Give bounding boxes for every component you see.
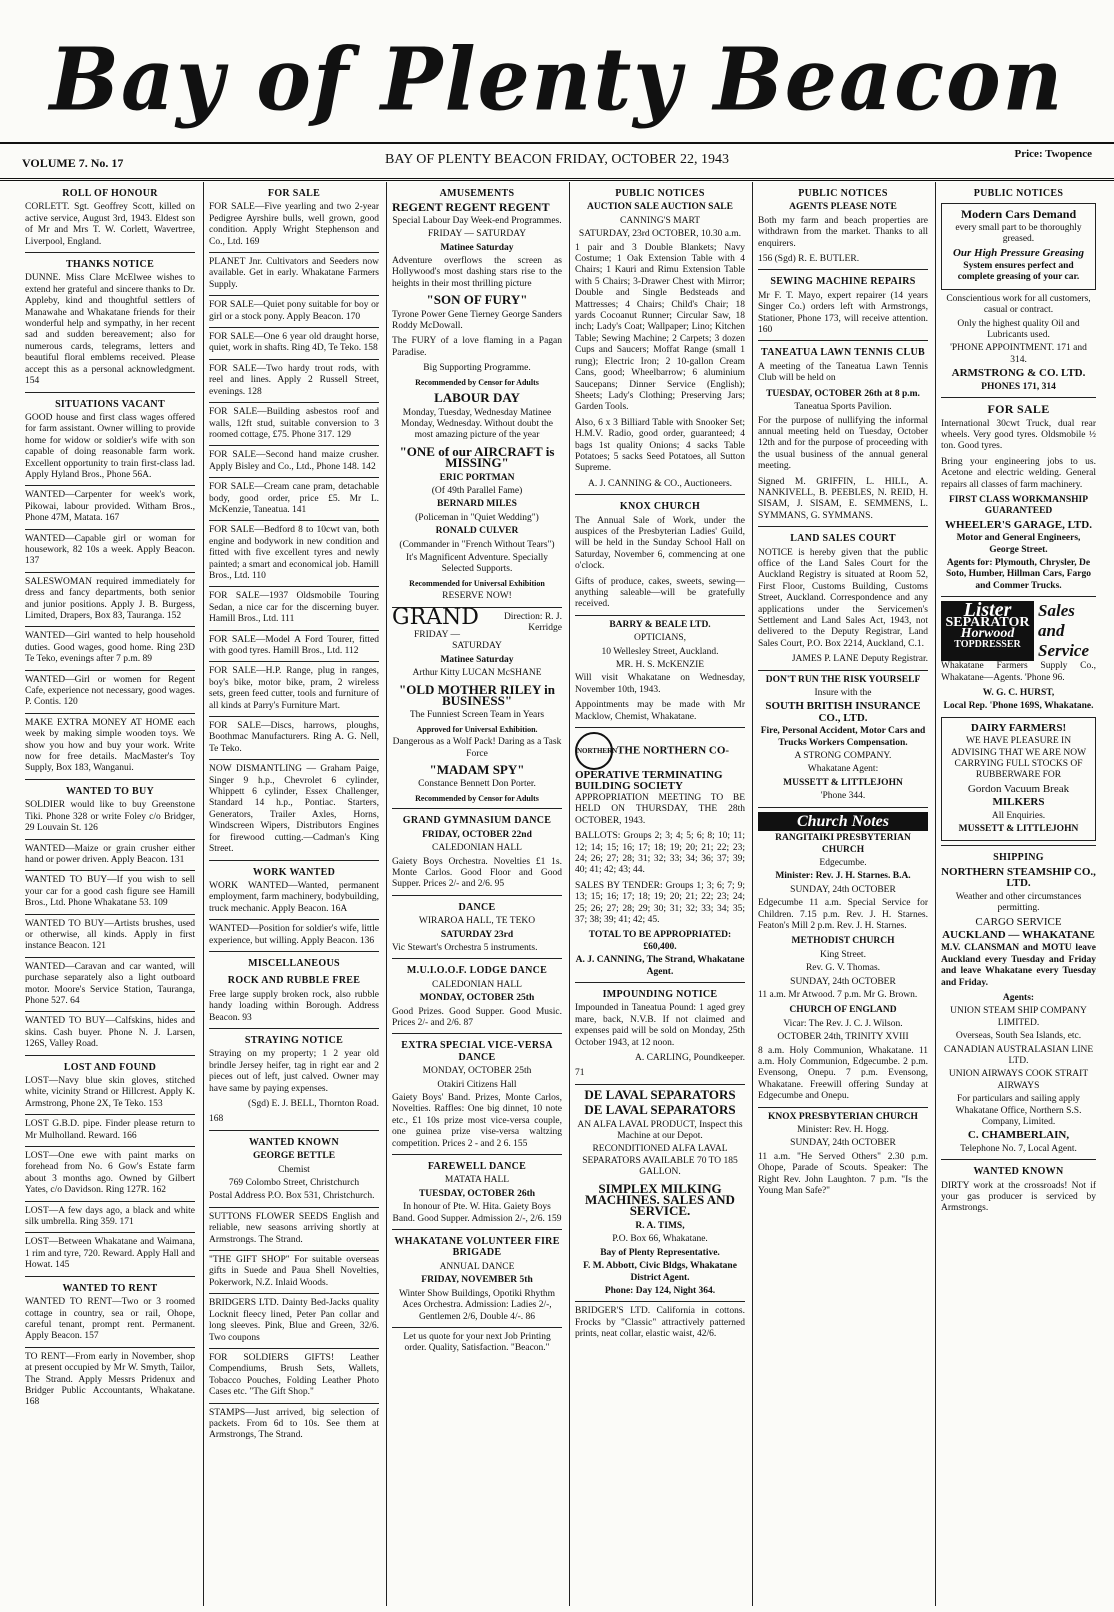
sale-text: International 30cwt Truck, dual rear wheels. Very good tyres. Oldsmobile ½ ton. Good tyres.: [941, 418, 1096, 452]
land-text: NOTICE is hereby given that the public office of the Land Sales Court for the Auckland Registry is situated at Room 52, First Floor, Customs Building, Customs Street, Auckland. Correspondence and any applications under the Servicemen's Settlement and Land Sales Act, 1943, not delivered to the Deputy Registrar, Land Sales Court, P.O. Box 2214, Auckland, C.1.: [758, 547, 928, 649]
agent-label: Whakatane Agent:: [807, 764, 879, 775]
optician-text: Appointments may be made with Mr Macklow, Chemist, Whakatane.: [575, 700, 745, 722]
armstrong-phones: PHONES 171, 314: [981, 381, 1056, 392]
route: AUCKLAND — WHAKATANE: [942, 928, 1095, 941]
film-title: "OLD MOTHER RILEY in BUSINESS": [399, 681, 555, 709]
ad: WANTED—Position for soldier's wife, little experience, but willing. Apply Beacon. 136: [209, 924, 379, 946]
ad: FOR SALE—1937 Oldsmobile Touring Sedan, a nice car for the discerning buyer. Hamill Bros., Ltd. 111: [209, 591, 379, 625]
dance-heading: GRAND GYMNASIUM DANCE: [402, 815, 552, 827]
chamberlain-text: Telephone No. 7, Local Agent.: [960, 1143, 1077, 1154]
ad: PLANET Jnr. Cultivators and Seeders now available. Get in early. Whakatane Farmers Supply.: [209, 257, 379, 290]
ad: WANTED TO BUY—Calfskins, hides and skins. Cash buyer. Phone N. J. Larsen, 126S, Valley Road.: [25, 1016, 195, 1050]
ad: WANTED TO BUY—Artists brushes, used or otherwise, all kinds. Apply in first instance Beacon. 121: [25, 918, 195, 952]
columns: [20, 182, 1100, 1606]
ad: FOR SOLDIERS GIFTS! Leather Compendiums, Brush Sets, Wallets, Tobacco Pouches, Folding Leather Photo Cases etc. "The Gift Shop.": [209, 1352, 379, 1398]
agents-signature: 156 (Sgd) R. E. BUTLER.: [758, 254, 860, 265]
laval-recon: RECONDITIONED ALFA LAVAL SEPARATORS AVAILABLE 70 TO 185 GALLON.: [582, 1144, 738, 1178]
film-cast: Constance Bennett Don Porter.: [418, 779, 536, 790]
dance-text: Good Prizes. Good Supper. Good Music. Prices 2/- and 2/6. 87: [392, 1006, 562, 1028]
ballots: BALLOTS: Groups 2; 3; 4; 5; 6; 8; 10; 11; 12; 14; 15; 16; 17; 18; 19; 20; 21; 22; 23; 24; 26; 27; 28; 31; 32; 33; 34; 36; 37; 39; 40; 41; 42; 43; 44.: [575, 831, 745, 876]
impounding-signature: A. CARLING, Poundkeeper.: [634, 1053, 745, 1063]
amusements-heading: AMUSEMENTS: [439, 188, 515, 199]
church-name: CHURCH OF ENGLAND: [789, 1005, 897, 1016]
ad: FOR SALE—Model A Ford Tourer, fitted with good tyres. Hamill Bros., Ltd. 112: [209, 634, 379, 656]
sales-service: Sales and Service: [1038, 601, 1090, 661]
censor-note: Recommended by Censor for Adults: [415, 793, 539, 803]
dance-venue: WIRAROA HALL, TE TEKO: [418, 916, 536, 927]
wanted-known-heading: WANTED KNOWN: [249, 1136, 339, 1148]
film-blurb: The FURY of a love flaming in a Pagan Paradise.: [392, 336, 562, 358]
church-minister: Vicar: The Rev. J. C. J. Wilson.: [783, 1018, 903, 1029]
church-name: METHODIST CHURCH: [791, 936, 895, 947]
ad: SALESWOMAN required immediately for dress and fancy departments, both senior and junior positions. Apply J. B. Burgess, Limited, Drapers, Box 83, Tauranga. 152: [25, 576, 195, 621]
church-services: 11 a.m. "He Served Others" 2.30 p.m. Ohope, Parade of Scouts. Speaker: The Right Rev. John Laughton. 7 p.m. "Is the Young Man Safe?": [758, 1151, 928, 1197]
dance-date: FRIDAY, OCTOBER 22nd: [422, 829, 532, 840]
mart-name: CANNING'S MART: [619, 215, 701, 226]
agents-heading: AGENTS PLEASE NOTE: [789, 202, 897, 213]
column-5: [752, 182, 933, 1606]
bridgers-ad: BRIDGER'S LTD. California in cottons. Frocks by "Classic" attractively patterned prints, neat collar, elastic waist, 42/6.: [575, 1306, 745, 1340]
optician-label: OPTICIANS,: [634, 633, 686, 644]
dairy-text: WE HAVE PLEASURE IN ADVISING THAT WE ARE NOW CARRYING FULL STOCKS OF RUBBERWARE FOR: [950, 736, 1087, 781]
ad: WANTED—Maize or grain crusher either hand or power driven. Apply Beacon. 131: [25, 843, 195, 865]
ad: WANTED—Girl or women for Regent Cafe, experience not necessary, good wages. P. Contis. 120: [25, 674, 195, 708]
greasing-ad: [941, 203, 1096, 289]
ad: FOR SALE—One 6 year old draught horse, quiet, work in shafts. Ring 4D, Te Teko. 158: [209, 332, 379, 354]
ad: WANTED—Capable girl or woman for housework, 82 10s a week. Apply Beacon. 137: [25, 533, 195, 567]
dateline-bar: [0, 142, 1114, 181]
ad: LOST—A few days ago, a black and white silk umbrella. Ring 359. 171: [25, 1205, 195, 1228]
total: TOTAL TO BE APPROPRIATED: £60,400.: [588, 930, 732, 952]
dance-text: Gaiety Boys' Band. Prizes, Monte Carlos, Novelties. Raffles: One big dinnet, 10 note etc., £1 10s prize most vice-versa couple, one guinea prize vise-versa waltzing competition. Prices 2 - and 2 6. 155: [392, 1093, 562, 1149]
censor-note: Recommended for Universal Exhibition: [409, 578, 545, 588]
actor: ERIC PORTMAN: [439, 472, 515, 483]
sewing-text: Mr F. T. Mayo, expert repairer (14 years Singer Co.) orders left with Armstrongs, Stationer, Phone 173, will receive attention. 160: [758, 290, 928, 336]
optician-text: Will visit Whakatane on Wednesday, November 10th, 1943.: [575, 673, 745, 695]
show-days: FRIDAY — SATURDAY: [413, 630, 502, 652]
chemist-name: GEORGE BETTLE: [252, 1151, 336, 1162]
shipping-heading: SHIPPING: [993, 852, 1044, 864]
garage-subtitle: Motor and General Engineers, George Street.: [956, 533, 1081, 555]
dance-text: In honour of Pte. W. Hita. Gaiety Boys Band. Good Supper. Admission 2/-, 2/6. 159: [392, 1202, 562, 1224]
dance-heading: M.U.I.O.O.F. LODGE DANCE: [406, 965, 548, 977]
insurance-company: SOUTH BRITISH INSURANCE CO., LTD.: [765, 700, 921, 724]
agent-company: CANADIAN AUSTRALASIAN LINE LTD.: [943, 1044, 1094, 1066]
agents-text: Both my farm and beach properties are withdrawn from the market. Thanks to all enquirers.: [758, 215, 928, 249]
actor: BERNARD MILES: [437, 499, 517, 510]
dairy-agent: MUSSETT & LITTLEJOHN: [958, 824, 1079, 835]
printing-ad: Let us quote for your next Job Printing order. Quality, Satisfaction. "Beacon.": [403, 1331, 551, 1354]
dance-venue: CALEDONIAN HALL: [432, 979, 522, 990]
separator-label: SEPARATOR: [945, 614, 1030, 630]
church-date: SUNDAY, 24th OCTOBER: [790, 976, 896, 987]
mart-items: 1 pair and 3 Double Blankets; Navy Costume; 1 Oak Extension Table with 4 Chairs; 1 Kauri and Rimu Extension Table with 5 Chairs; 3-Drawer Chest with Mirror; Double and Single Bedsteads and Mattresses; 4 Chairs; Child's Chair; 18 yards Cocoanut Runner; Circular Saw, 18 inch; Lady's Coat; Wallpaper; Lino; Kitchen Table; Sewing Machine; 2 Carpets; 3 dozen Cups and Saucers; Moffat Range (small 1 rung); Electric Iron; 2 10-gallon Cream Cans, good; Wheelbarrow; 6 aluminium Saucepans; Dinner Service (English); Sheets; Lady's Clothing; Preserving Jars; Garden Tools.: [575, 242, 745, 413]
ad: FOR SALE—Quiet pony suitable for boy or girl or a stock pony. Apply Beacon. 170: [209, 300, 379, 322]
ad: FOR SALE—Cream cane pram, detachable body, good order, price £5. Mr L. McKenzie, Taneatua. 141: [209, 482, 379, 515]
knox-text: Gifts of produce, cakes, sweets, sewing—anything saleable—will be gratefully received.: [575, 576, 745, 610]
airways: UNION AIRWAYS COOK STRAIT AIRWAYS: [948, 1069, 1089, 1091]
greasing-text: Conscientious work for all customers, casual or contract.: [946, 293, 1091, 316]
garage-name: WHEELER'S GARAGE, LTD.: [945, 518, 1092, 531]
straying-number: 168: [209, 1114, 224, 1125]
auction-heading: AUCTION SALE AUCTION SALE: [587, 202, 733, 213]
church-date: SUNDAY, 24th OCTOBER: [790, 884, 896, 895]
work-wanted-heading: WORK WANTED: [252, 866, 336, 878]
support: Big Supporting Programme.: [423, 363, 531, 374]
newspaper-title: Bay of Plenty Beacon: [49, 29, 1065, 131]
ad: FOR SALE—Two hardy trout rods, with reel and lines. Apply 2 Russell Street, evenings. 128: [209, 363, 379, 397]
land-signature: JAMES P. LANE Deputy Registrar.: [791, 654, 928, 665]
shipping-company: NORTHERN STEAMSHIP CO., LTD.: [941, 865, 1096, 890]
pressure-text: System ensures perfect and complete greasing of your car.: [957, 261, 1080, 283]
dance-date: MONDAY, OCTOBER 25th: [422, 1066, 532, 1077]
land-heading: LAND SALES COURT: [790, 533, 896, 545]
actor-role: (Policeman in "Quiet Wedding"): [415, 512, 539, 523]
censor-note: Approved for Universal Exhibition.: [416, 724, 538, 734]
ad: "THE GIFT SHOP" For suitable overseas gifts in Suede and Paua Shell Novelties, Pokerwork, N.Z. Inlaid Woods.: [209, 1255, 379, 1288]
mart-date: SATURDAY, 23rd OCTOBER, 10.30 a.m.: [578, 229, 742, 240]
wanted-rent-heading: WANTED TO RENT: [62, 1282, 158, 1294]
ad: WANTED TO RENT—Two or 3 roomed cottage in country, sea or rail, Ohope, careful tenant, prompt rent. Permanent. Apply Beacon. 157: [25, 1297, 195, 1342]
ad: SOLDIER would like to buy Greenstone Tiki. Phone 328 or write Foley c/o Bridger, 29 Louvain St. 126: [25, 800, 195, 834]
armstrong-name: ARMSTRONG & CO. LTD.: [951, 367, 1086, 380]
matinee: Matinee Saturday: [440, 654, 514, 665]
ad: NOW DISMANTLING — Graham Paige, Singer 9 h.p., Chevrolet 6 cylinder, Whippett 6 cylinder, Essex Challenger, Standard 14 h.p., Pontiac. Starters, Generators, Trailer Axles, Horns, Windscreen Wipers, Distributors Engines for firewood cutting.—Cadman's King Street.: [209, 764, 379, 855]
tims-rep: Bay of Plenty Representative.: [600, 1247, 720, 1258]
issue-date: BAY OF PLENTY BEACON FRIDAY, OCTOBER 22, 1943: [385, 152, 729, 167]
film-title: "ONE of our AIRCRAFT is MISSING": [399, 443, 555, 471]
ad: FOR SALE—Five yearling and two 2-year Pedigree Ayrshire bulls, well grown, good condition. Apply Wright Stephenson and Co., Ltd. 169: [209, 202, 379, 247]
grand-director: Direction: R. J. Kerridge: [503, 611, 562, 633]
church-services: Edgecumbe 11 a.m. Special Service for Children. 7.15 p.m. Rev. J. H. Starnes. Featon's Mill 2 p.m. Rev. J. H. Starnes.: [758, 898, 928, 931]
laval-heading: DE LAVAL SEPARATORS: [584, 1102, 736, 1118]
building-society-name: THE NORTHERN CO-OPERATIVE TERMINATING BUILDING SOCIETY: [575, 744, 730, 793]
impounding-heading: IMPOUNDING NOTICE: [602, 988, 718, 1000]
column-4: [569, 182, 750, 1606]
reserve: RESERVE NOW!: [442, 591, 512, 602]
chamberlain: C. CHAMBERLAIN,: [967, 1129, 1070, 1142]
chemist-postal: Postal Address P.O. Box 531, Christchurch.: [209, 1191, 375, 1202]
column-1: [20, 182, 200, 1606]
pressure-heading: Our High Pressure Greasing: [952, 246, 1085, 259]
ad: FOR SALE—Second hand maize crusher. Apply Bisley and Co., Ltd., Phone 148. 142: [209, 450, 379, 472]
dance-date: FRIDAY, NOVEMBER 5th: [421, 1275, 533, 1286]
column-3: [386, 182, 567, 1606]
church-services: 8 a.m. Holy Communion, Whakatane. 11 a.m. Holy Communion, Edgecumbe. 2 p.m. Evensong, Onepu. 7 p.m. Evensong, Whakatane. Freewill offering Sunday at Edgecumbe and Onepu.: [758, 1045, 928, 1102]
dance-heading: DANCE: [458, 901, 496, 913]
topdresser-label: TOPDRESSER: [954, 639, 1021, 651]
tims-name: R. A. TIMS,: [635, 1220, 685, 1231]
masthead: [0, 0, 1114, 140]
mart-items-more: Also, 6 x 3 Billiard Table with Snooker Set; H.M.V. Radio, good order, guaranteed; 4 bags 1st quality Onions; 4 sacks Table Potatoes; 5 sacks Seed Potatoes, all Sutton Supreme.: [575, 417, 745, 474]
roll-text: CORLETT. Sgt. Geoffrey Scott, killed on active service, August 3rd, 1943. Eldest son of Mr and Mrs T. W. Corlett, Wavertree, Liverpool, England.: [25, 202, 195, 247]
strong: A STRONG COMPANY.: [794, 751, 892, 762]
straying-signature: (Sgd) E. J. BELL, Thornton Road.: [248, 1099, 379, 1109]
dance-heading: EXTRA SPECIAL VICE-VERSA DANCE: [401, 1040, 553, 1063]
thanks-text: DUNNE. Miss Clare McElwee wishes to extend her grateful and sincere thanks to Dr. Appleby, kind and thoughtful settlers of Manawahe and Whakatane friends for their wonderful help and sympathy, in her recent sad and sudden bereavement; also for numerous cards, telegrams, letters and beautiful floral emblems received. Please accept this as a personal acknowledgment. 154: [25, 273, 195, 387]
hurst-name: W. G. C. HURST,: [982, 688, 1055, 698]
ad: SUTTONS FLOWER SEEDS English and reliable, new seasons arriving shortly at Armstrongs. The Strand.: [209, 1211, 379, 1245]
for-sale-heading: FOR SALE: [267, 188, 321, 199]
agent-company: UNION STEAM SHIP COMPANY LIMITED.: [950, 1006, 1087, 1028]
ad: LOST—One ewe with paint marks on forehead from No. 6 Gow's Estate farm about 3 months ago. Owned by Gilbert Yates, c/o Davidson. Ring 127R. 162: [25, 1151, 195, 1196]
lister-agents: Whakatane Farmers Supply Co., Whakatane—Agents. 'Phone 96.: [941, 661, 1096, 683]
church-date: SUNDAY, 24th OCTOBER: [790, 1138, 896, 1149]
matinee: Matinee Saturday: [440, 242, 514, 253]
risk-heading: DON'T RUN THE RISK YOURSELF: [765, 674, 921, 685]
church-location: Edgecumbe.: [819, 857, 867, 868]
tennis-signed: Signed M. GRIFFIN, L. HILL, A. NANKIVELL, B. PEEBLES, N. REID, H. SISAM, J. SISAM, E. SEMMENS, L. SYMMANS, G. SYMMANS.: [758, 476, 928, 521]
ad: WANTED—Girl wanted to help household duties. Good wages, good home. Ring 23D Te Teko, evenings after 7 p.m. 89: [25, 631, 195, 665]
simplex: SIMPLEX MILKING MACHINES. SALES AND SERVICE.: [585, 1180, 735, 1219]
church-services: 11 a.m. Mr Atwood. 7 p.m. Mr G. Brown.: [758, 989, 918, 1000]
cars-text: every small part to be thoroughly greased.: [955, 222, 1082, 245]
dance-date: SATURDAY 23rd: [440, 929, 514, 940]
ad: FOR SALE—H.P. Range, plug in ranges, boy's bike, motor bike, pram, 2 wireless sets, green feed cutter, tools and furniture of all kinds at Parry's Furniture Mart.: [209, 666, 379, 711]
dance-text: Vic Stewart's Orchestra 5 instruments.: [392, 942, 538, 953]
dance-date: TUESDAY, OCTOBER 26th: [418, 1188, 536, 1199]
church-location: King Street.: [820, 949, 866, 960]
dairy-heading: DAIRY FARMERS!: [970, 721, 1067, 734]
gordon: Gordon Vacuum Break: [967, 782, 1070, 795]
show-days: FRIDAY — SATURDAY: [427, 229, 527, 240]
dairy-ad: [941, 717, 1096, 842]
phone: Phone: Day 124, Night 364.: [604, 1285, 716, 1296]
price: Price: Twopence: [1014, 148, 1092, 160]
church-minister: Minister: Rev. H. Hogg.: [797, 1125, 889, 1136]
straying-heading: STRAYING NOTICE: [244, 1034, 344, 1046]
tender: SALES BY TENDER: Groups 1; 3; 6; 7; 9; 13; 15; 16; 17; 18; 19; 20; 21; 22; 23; 24; 25; 26; 27; 28; 29; 30; 31; 32; 33; 34; 35; 37; 38; 39; 41; 42; 45.: [575, 880, 745, 925]
actor-role: (Of 49th Parallel Fame): [431, 485, 523, 496]
impounding-number: 71: [575, 1068, 585, 1079]
optician-name: MR. H. S. McKENZIE: [615, 660, 705, 671]
misc-subheading: ROCK AND RUBBLE FREE: [227, 975, 361, 987]
film-title: "SON OF FURY": [426, 292, 528, 308]
public-notices-heading: PUBLIC NOTICES: [973, 188, 1064, 199]
film-cast: Tyrone Power Gene Tierney George Sanders Roddy McDowall.: [392, 309, 562, 332]
church-notes-banner: Church Notes: [758, 812, 928, 831]
church-minister: Rev. G. V. Thomas.: [805, 963, 881, 974]
ad: Free large supply broken rock, also rubble handy loading within Borough. Address Beacon. 93: [209, 989, 379, 1023]
censor-note: Recommended by Censor for Adults: [415, 377, 539, 387]
lost-found-heading: LOST AND FOUND: [63, 1061, 157, 1073]
church-name: KNOX PRESBYTERIAN CHURCH: [768, 1111, 918, 1122]
ad: WANTED—Caravan and car wanted, will purchase separately also a light outboard motor. Moore's Service Station, Tauranga, Phone 527. 64: [25, 961, 195, 1006]
optician-address: 10 Wellesley Street, Auckland.: [601, 646, 719, 657]
knox-text: The Annual Sale of Work, under the auspices of the Presbyterian Ladies' Guild, will be held in the Sunday School Hall on Saturday, November 6, commencing at one o'clock.: [575, 515, 745, 572]
ad: BRIDGERS LTD. Dainty Bed-Jacks quality Locknit fleecy lined, Peter Pan collar and long sleeves. Pink, Blue and Green, 32/6. Two coupons: [209, 1298, 379, 1343]
dance-heading: FAREWELL DANCE: [427, 1161, 527, 1173]
horwood-wordmark: Horwood: [960, 626, 1015, 641]
appropriation: APPROPRIATION MEETING TO BE HELD ON THURSDAY, THE 28th OCTOBER, 1943.: [575, 792, 745, 826]
volume-number: VOLUME 7. No. 17: [22, 156, 124, 170]
dance-venue: CALEDONIAN HALL: [432, 843, 522, 854]
dance-text: Winter Show Buildings, Opotiki Rhythm Aces Orchestra. Admission: Ladies 2/-, Gentlemen 2/6, Double 4/-. 86: [398, 1288, 556, 1322]
dance-subheading: ANNUAL DANCE: [439, 1261, 515, 1272]
grand-title: GRAND: [392, 604, 479, 630]
hurst-text: Local Rep. 'Phone 169S, Whakatane.: [943, 701, 1094, 712]
dance-heading: WHAKATANE VOLUNTEER FIRE BRIGADE: [394, 1236, 560, 1259]
regent-title: REGENT REGENT REGENT: [392, 200, 550, 215]
agent-name: MUSSETT & LITTLEJOHN: [783, 777, 903, 788]
film-cast: Arthur Kitty LUCAN McSHANE: [412, 668, 542, 679]
optician-firm: BARRY & BEALE LTD.: [609, 619, 711, 630]
sailings: M.V. CLANSMAN and MOTU leave Auckland every Tuesday and Friday and leave Whakatane every Tuesday and Friday.: [941, 943, 1096, 988]
public-notices-heading: PUBLIC NOTICES: [798, 188, 888, 199]
insurance-types: Fire, Personal Accident, Motor Cars and Trucks Workers Compensation.: [760, 726, 926, 748]
actor-role: (Commander in "French Without Tears"): [399, 539, 555, 550]
workmanship: FIRST CLASS WORKMANSHIP GUARANTEED: [948, 494, 1088, 517]
wanted-known-heading: WANTED KNOWN: [973, 1166, 1064, 1178]
situations-heading: SITUATIONS VACANT: [55, 398, 165, 410]
ad: FOR SALE—Bedford 8 to 10cwt van, both engine and bodywork in new condition and fitted with five excellent tyres and newly painted; a smart and economical job. Hamill Bros., Ltd. 110: [209, 525, 379, 581]
tennis-text: For the purpose of nullifying the informal annual meeting held on Tuesday, October 12th and for the purpose of proceeding with the usual business of the annual general meeting.: [758, 415, 928, 472]
weather: Weather and other circumstances permitting.: [955, 891, 1082, 914]
cargo: CARGO SERVICE: [975, 915, 1062, 928]
wanted-known-text: DIRTY work at the crossroads! Not if your gas producer is serviced by Armstrongs.: [941, 1180, 1096, 1214]
film-blurb: The Funniest Screen Team in Years: [409, 710, 545, 721]
tennis-heading: TANEATUA LAWN TENNIS CLUB: [761, 347, 925, 359]
impounding-text: Impounded in Taneatua Pound: 1 aged grey mare, back, N.V.B. If not claimed and expenses paid will be sold on Monday, 25th October 1943, at 12 noon.: [575, 1003, 745, 1048]
tennis-date: TUESDAY, OCTOBER 26th at 8 p.m.: [766, 388, 920, 399]
tims-box: P.O. Box 66, Whakatane.: [612, 1234, 708, 1245]
lister-wordmark: Lister: [963, 599, 1012, 622]
garage-agents: Agents for: Plymouth, Chrysler, De Soto, Humber, Hillman Cars, Fargo and Commer Trucks.: [945, 557, 1092, 591]
for-sale-heading: FOR SALE: [987, 402, 1050, 417]
insure: Insure with the: [814, 688, 872, 699]
ad: WORK WANTED—Wanted, permanent employment, farm machinery, bodybuilding, truck mechanic. Apply Beacon. 16A: [209, 880, 379, 914]
dance-date: MONDAY, OCTOBER 25th: [419, 993, 535, 1004]
dance-venue: MATATA HALL: [444, 1175, 510, 1186]
mart-signature: A. J. CANNING & CO., Auctioneers.: [587, 478, 733, 489]
greasing-text: Only the highest quality Oil and Lubricants used.: [957, 318, 1080, 341]
airways-text: For particulars and sailing apply Whakatane Office, Northern S.S. Company, Limited.: [955, 1094, 1082, 1127]
regent-text: Special Labour Day Week-end Programmes.: [392, 215, 562, 226]
misc-heading: MISCELLANEOUS: [248, 957, 340, 969]
lister-ad: [941, 601, 1096, 661]
laval-heading: DE LAVAL SEPARATORS: [584, 1086, 736, 1102]
northern-logo: NORTHERN: [575, 732, 613, 770]
ad: LOST—Between Whakatane and Waimana, 1 rim and tyre, 720. Reward. Apply Hall and Howat. 145: [25, 1237, 195, 1271]
film-title: "MADAM SPY": [429, 762, 525, 778]
church-minister: Minister: Rev. J. H. Starnes. B.A.: [775, 871, 911, 882]
labour-day: LABOUR DAY: [434, 390, 520, 406]
film-blurb: It's Magnificent Adventure. Specially Selected Supports.: [405, 552, 549, 575]
column-6: [935, 182, 1101, 1606]
agent: A. J. CANNING, The Strand, Whakatane Agent.: [575, 955, 745, 977]
ad: TO RENT—From early in November, shop at present occupied by Mr W. Smyth, Tailor, The Strand. Apply Messrs Pridenux and Bridger Public Accountants, Whakatane. 168: [25, 1351, 195, 1408]
public-notices-heading: PUBLIC NOTICES: [615, 188, 705, 199]
roll-heading: ROLL OF HONOUR: [62, 188, 158, 199]
overseas: Overseas, South Sea Islands, etc.: [955, 1031, 1082, 1042]
agents-label: Agents:: [1002, 992, 1035, 1003]
sewing-heading: SEWING MACHINE REPAIRS: [770, 276, 916, 288]
agent-phone: 'Phone 344.: [820, 791, 866, 802]
abbott: F. M. Abbott, Civic Bldgs, Whakatane District Agent.: [583, 1261, 737, 1283]
milkers: MILKERS: [992, 796, 1045, 809]
tennis-text: A meeting of the Taneatua Lawn Tennis Club will be held on: [758, 361, 928, 384]
ad: FOR SALE—Building asbestos roof and walls, 12ft stud, suitable conversion to 3 roomed cottage, £75. Phone 317. 129: [209, 407, 379, 440]
film-blurb: Adventure overflows the screen as Hollywood's most dashing stars rise to the heights in their most thrilling picture: [392, 256, 562, 289]
column-2: [203, 182, 384, 1606]
ad: FOR SALE—Discs, harrows, ploughs, Boothmac Manufacturers. Ring A. G. Nell, Te Teko.: [209, 721, 379, 754]
engineering-text: Bring your engineering jobs to us. Acetone and electric welding. General repairs all classes of farm machinery.: [941, 456, 1096, 490]
ad: STAMPS—Just arrived, big selection of packets. From 6d to 10s. See them at Armstrongs, The Strand.: [209, 1407, 379, 1441]
lister-logo: [941, 601, 1034, 661]
ad: MAKE EXTRA MONEY AT HOME each week by making simple wooden toys. We show you how and buy your work. Write now for free details. MacMaster's Toy Supply, Box 183, Wanganui.: [25, 717, 195, 774]
film-blurb: Monday, Tuesday, Wednesday Matinee Monday, Wednesday. Without doubt the most amazing picture of the year: [401, 407, 553, 441]
wanted-buy-heading: WANTED TO BUY: [66, 785, 154, 797]
church-date: OCTOBER 24th, TRINITY XVIII: [777, 1032, 909, 1043]
enquiries: All Enquiries.: [991, 810, 1046, 821]
ad: LOST—Navy blue skin gloves, stitched white, vicinity Strand or Hillcrest. Apply K. Armstrong, Phone 2X, Te Teko. 153: [25, 1076, 195, 1109]
chemist-address: 769 Colombo Street, Christchurch: [228, 1178, 360, 1189]
church-name: RANGITAIKI PRESBYTERIAN CHURCH: [775, 833, 911, 855]
laval-text: AN ALFA LAVAL PRODUCT, Inspect this Machine at our Depot.: [577, 1119, 743, 1142]
actor: RONALD CULVER: [435, 526, 519, 537]
dance-text: Gaiety Boys Orchestra. Novelties £1 1s. Monte Carlos. Good Floor and Good Supper. Prices 2/- and 2/6. 95: [392, 856, 562, 890]
ad: WANTED TO BUY—If you wish to sell your car for a good cash figure see Hamill Bros., Ltd. Phone Whakatane 53. 109: [25, 875, 195, 909]
appointment: 'PHONE APPOINTMENT. 171 and 314.: [950, 343, 1087, 365]
straying-text: Straying on my property; 1 2 year old brindle Jersey heifer, tag in right ear and 2 pieces out of left, just calved. Owner may have same by paying expenses.: [209, 1049, 379, 1094]
ad: LOST G.B.D. pipe. Finder please return to Mr Mulholland. Reward. 166: [25, 1119, 195, 1141]
ad: GOOD house and first class wages offered for farm assistant. Owner willing to provide home for widow or soldier's wife with son capable of doing reasonable farm work. Excellent opportunity to train first-class lad. Apply Hyland Bros., Phone 56A.: [25, 412, 195, 480]
tennis-venue: Taneatua Sports Pavilion.: [794, 402, 892, 413]
ad: WANTED—Carpenter for week's work, Pikowai, labour provided. Witham Bros., Phone 47M, Matata. 167: [25, 490, 195, 524]
knox-heading: KNOX CHURCH: [619, 501, 701, 513]
film-blurb: Dangerous as a Wolf Pack! Daring as a Task Force: [392, 737, 562, 759]
cars-heading: Modern Cars Demand: [960, 207, 1077, 222]
dance-venue: Otakiri Citizens Hall: [437, 1079, 517, 1090]
thanks-heading: THANKS NOTICE: [65, 259, 155, 271]
chemist-role: Chemist: [278, 1164, 310, 1175]
